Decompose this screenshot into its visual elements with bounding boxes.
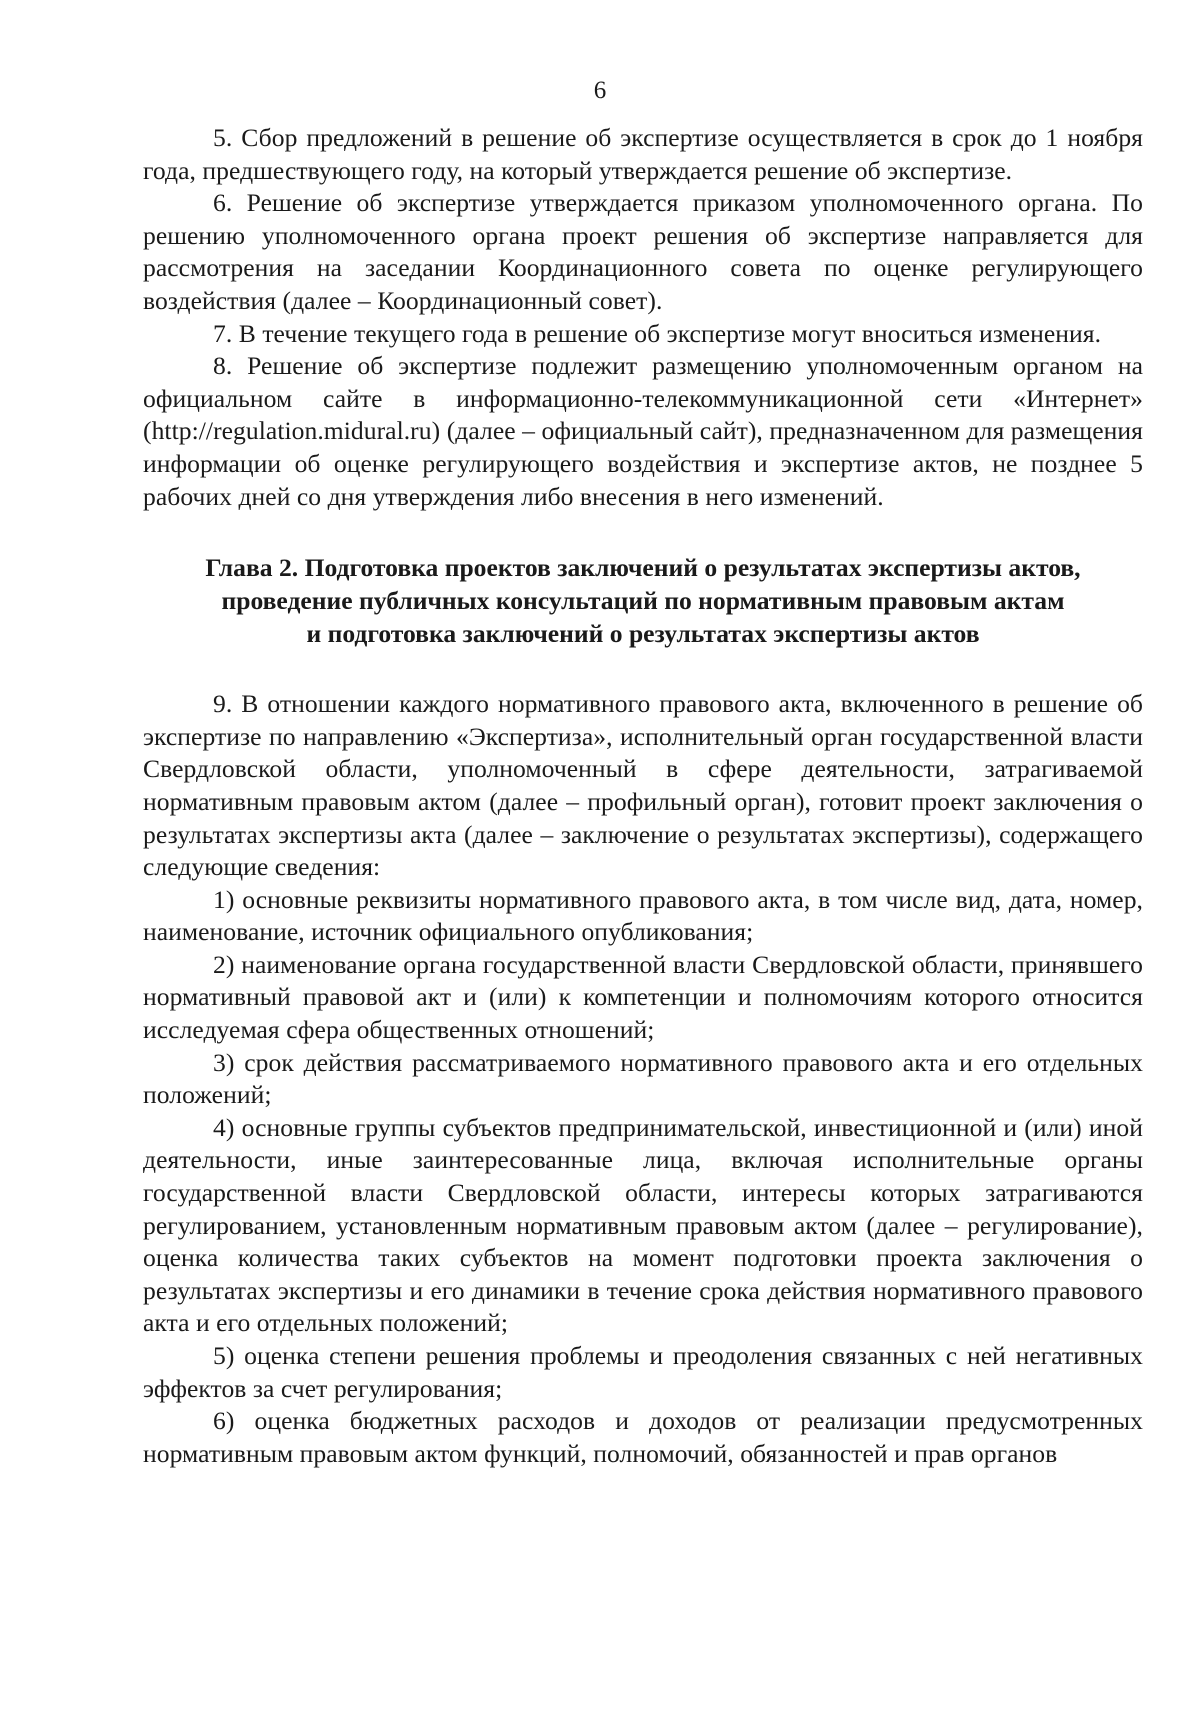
list-item-1: 1) основные реквизиты нормативного правового акта, в том числе вид, дата, номер, наименование, источник официального опубликования; <box>143 884 1143 947</box>
chapter-title-line-2: проведение публичных консультаций по нормативным правовым актам <box>221 586 1065 616</box>
list-item-4: 4) основные группы субъектов предпринимательской, инвестиционной и (или) иной деятельности, иные заинтересованные лица, включая исполнительные органы государственной власти Свердловской области, интересы которых затрагиваются регулированием, установленным нормативным правовым актом (далее – регулирование), оценка количества таких субъектов на момент подготовки проекта заключения о результатах экспертизы и его динамики в течение срока действия нормативного правового акта и его отдельных положений; <box>143 1112 1143 1338</box>
paragraph-7: 7. В течение текущего года в решение об экспертизе могут вноситься изменения. <box>213 318 1102 348</box>
paragraph-9: 9. В отношении каждого нормативного правового акта, включенного в решение об экспертизе по направлению «Экспертиза», исполнительный орган государственной власти Свердловской области, уполномоченный в сфере деятельности, затрагиваемой нормативным правовым актом (далее – профильный орган), готовит проект заключения о результатах экспертизы акта (далее – заключение о результатах экспертизы), содержащего следующие сведения: <box>143 689 1143 882</box>
chapter-title-line-3: и подготовка заключений о результатах экспертизы актов <box>306 619 980 649</box>
list-item-2: 2) наименование органа государственной власти Свердловской области, принявшего нормативный правовой акт и (или) к компетенции и полномочиям которого относится исследуемая сфера общественных отношений; <box>143 949 1143 1045</box>
document-body <box>143 122 1143 1470</box>
paragraph-8: 8. Решение об экспертизе подлежит размещению уполномоченным органом на официальном сайте в информационно-телекоммуникационной сети «Интернет» (http://regulation.midural.ru) (далее – официальный сайт), предназначенном для размещения информации об оценке регулирующего воздействия и экспертизе актов, не позднее 5 рабочих дней со дня утверждения либо внесения в него изменений. <box>143 351 1143 511</box>
list-item-6: 6) оценка бюджетных расходов и доходов от реализации предусмотренных нормативным правовым актом функций, полномочий, обязанностей и прав органов <box>143 1406 1143 1468</box>
list-item-5: 5) оценка степени решения проблемы и преодоления связанных с ней негативных эффектов за счет регулирования; <box>143 1341 1143 1403</box>
paragraph-5: 5. Сбор предложений в решение об экспертизе осуществляется в срок до 1 ноября года, предшествующего году, на который утверждается решение об экспертизе. <box>143 123 1143 185</box>
chapter-title-line-1: Глава 2. Подготовка проектов заключений о результатах экспертизы актов, <box>205 553 1081 583</box>
chapter-title <box>143 551 1143 650</box>
list-item-3: 3) срок действия рассматриваемого нормативного правового акта и его отдельных положений; <box>143 1047 1143 1110</box>
page-number: 6 <box>593 77 607 104</box>
paragraph-6: 6. Решение об экспертизе утверждается приказом уполномоченного органа. По решению уполномоченного органа проект решения об экспертизе направляется для рассмотрения на заседании Координационного совета по оценке регулирующего воздействия (далее – Координационный совет). <box>143 188 1143 315</box>
